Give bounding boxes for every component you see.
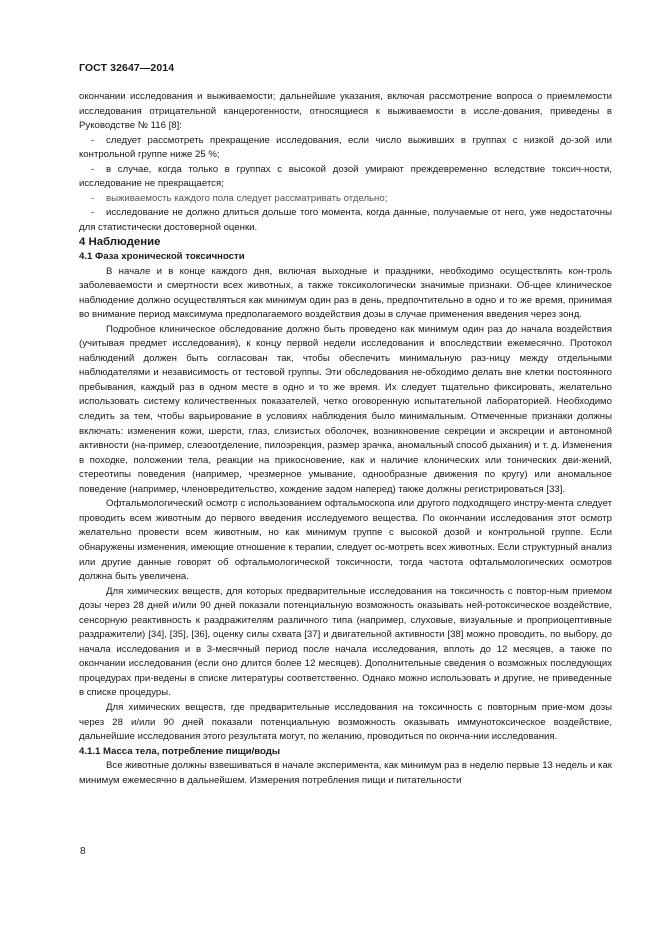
- dash-marker: -: [91, 134, 95, 146]
- list-item-text: выживаемость каждого пола следует рассматривать отдельно;: [106, 192, 388, 204]
- dash-marker: -: [91, 192, 95, 204]
- document-header: ГОСТ 32647—2014: [79, 62, 175, 74]
- subsection-heading: 4.1 Фаза хронической токсичности: [79, 251, 245, 263]
- list-item-text: следует рассмотреть прекращение исследования, если число выживших в группах с низкой до-зой или контрольной группе ниже 25 %;: [79, 134, 612, 161]
- body-paragraph: Офтальмологический осмотр с использованием офтальмоскопа или другого подходящего инстру-мента следует проводить всем животным до первого введения исследуемого вещества. По окончании исследования этот осмотр желательно провести всем животным, но как минимум группе с высокой дозой и контрольной группе. Если обнаружены изменения, имеющие отношение к терапии, следует ос-мотреть всех животных. Если структурный анализ или другие данные говорят об офтальмологической токсичности, тогда частота офтальмологических осмотров должна быть увеличена.: [79, 498, 612, 583]
- body-paragraph: Для химических веществ, для которых предварительные исследования на токсичность с повтор-ным приемом дозы через 28 дней и/или 90 дней показали потенциальную возможность оказывать ней-ротоксическое воздействие, сенсорную реактивность к раздражителям различного типа (например, слуховые, визуальные и проприоцептивные раздражители) [34], [35], [36], оценку силы схвата [37] и двигательной активности [38] можно проводить, по выбору, до начала исследования и в 3-месячный период после начала исследования, вплоть до 12 месяцев, а также по окончании исследования (если оно длится более 12 месяцев). Дополнительные сведения о возможных последующих процедурах при-ведены в списке литературы соответственно. Однако можно использовать и другие, не приведенные в списке процедуры.: [79, 585, 612, 699]
- body-paragraph: Все животные должны взвешиваться в начале эксперимента, как минимум раз в неделю первые 13 недель и как минимум ежемесячно в дальнейшем. Измерения потребления пищи и питательности: [79, 760, 612, 786]
- list-item: [79, 192, 612, 207]
- dash-marker: -: [91, 207, 95, 219]
- page-number: 8: [80, 846, 86, 857]
- body-paragraph: В начале и в конце каждого дня, включая выходные и праздники, необходимо осуществлять кон-троль заболеваемости и смертности всех животных, а также токсикологически значимые признаки. Об-щее клиническое наблюдение должно осуществляться как минимум один раз в день, предпочтительно в одно и то же время, принимая во внимание период максимума предполагаемого воздействия дозы в случае применения введения через зонд.: [79, 265, 612, 321]
- list-item: [79, 163, 612, 192]
- list-item-text: в случае, когда только в группах с высокой дозой умирают преждевременно вследствие токсич-ности, исследование не прекращается;: [79, 163, 612, 190]
- list-item-text: исследование не должно длиться дольше того момента, когда данные, получаемые от него, уже недостаточны для статистически достоверной оценки.: [79, 207, 612, 233]
- section-heading: 4 Наблюдение: [79, 236, 161, 249]
- intro-paragraph: окончании исследования и выживаемости; дальнейшие указания, включая рассмотрение вопроса о приемлемости исследования отрицательной канцерогенности, относящиеся к выживаемости в иссле-дования, приведены в Руководстве № 116 [8]:: [79, 91, 612, 132]
- subsection-heading: 4.1.1 Масса тела, потребление пищи/воды: [79, 745, 281, 757]
- list-item: [79, 134, 612, 163]
- body-paragraph: Для химических веществ, где предварительные исследования на токсичность с повторным прие-мом дозы через 28 и/или 90 дней показали потенциальную возможность оказывать иммунотоксическое воздействие, дальнейшие исследования этого результата могут, по желанию, проводиться по оконча-нии исследования.: [79, 701, 612, 743]
- body-paragraph: Подробное клиническое обследование должно быть проведено как минимум один раз до начала воздействия (учитывая предмет исследования), к концу первой недели исследования и впоследствии ежемесячно. Протокол наблюдений должен быть согласован так, чтобы обеспечить минимальную раз-ницу между отдельными наблюдателями и независимость от тестовой группы. Эти обследования не-обходимо делать вне клетки постоянного пребывания, каждый раз в одном месте в одно и то же время. Их следует тщательно фиксировать, желательно использовать систему количественных показателей, четко оговоренную испытательной лабораторией. Необходимо следить за тем, чтобы варьирование в условиях наблюдения было минимальным. Отмеченные признаки должны включать: изменения кожи, шерсти, глаз, слизистых оболочек, возникновение секреции и экскреции и автономной активности (на-пример, слезоотделение, пилоэрекция, размер зрачка, аномальный способ дыхания) и т. д. Изменения в походке, положении тела, реакции на прикосновение, как и наличие клонических или тонических дви-жений, стереотипы поведения (например, чрезмерное умывание, однообразные движения по кругу) или аномальное поведение (например, членовредительство, хождение задом наперед) также должны регистрироваться [33].: [79, 323, 612, 495]
- document-body: [79, 90, 612, 788]
- list-item: [79, 206, 612, 235]
- dash-marker: -: [91, 163, 95, 175]
